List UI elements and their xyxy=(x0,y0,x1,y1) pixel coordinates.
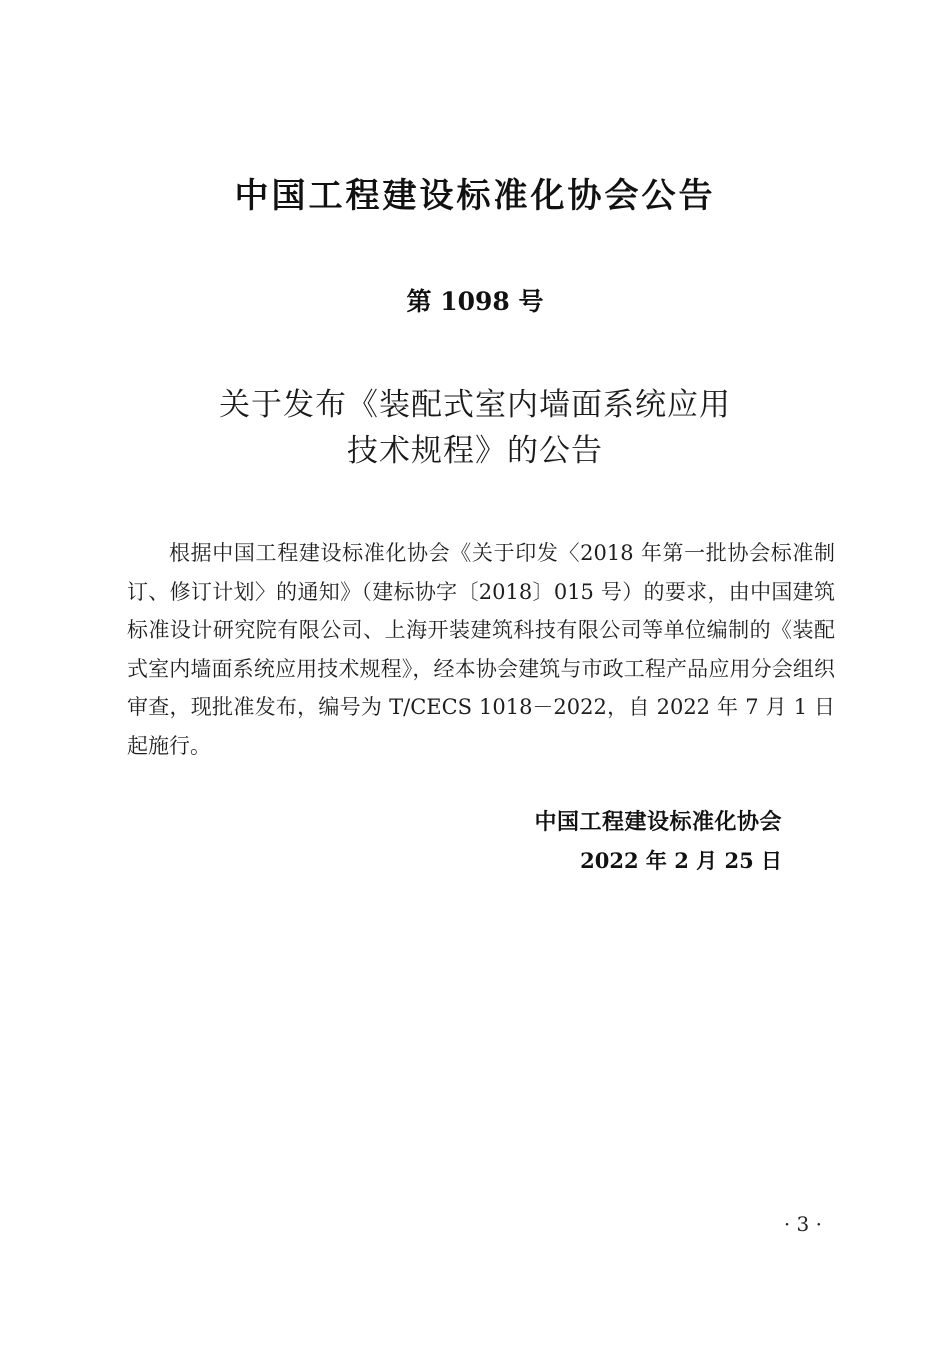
page-number: · 3 · xyxy=(783,1212,822,1236)
subtitle-line-1: 关于发布《装配式室内墙面系统应用 xyxy=(219,387,731,423)
announcement-title: 中国工程建设标准化协会公告 xyxy=(234,176,716,216)
announcement-subtitle xyxy=(0,382,950,474)
signature-date: 2022 年 2 月 25 日 xyxy=(580,848,782,873)
announcement-body: 根据中国工程建设标准化协会《关于印发〈2018 年第一批协会标准制订、修订计划〉的通知》（建标协字〔2018〕015 号）的要求，由中国建筑标准设计研究院有限公司、上海开装建筑科技有限公司等单位编制的《装配式室内墙面系统应用技术规程》，经本协会建筑与市政工程产品应用分会组织审查，现批准发布，编号为 T/CECS 1018－2022，自 2022 年 7 月 1 日起施行。 xyxy=(127,541,835,758)
subtitle-line-2: 技术规程》的公告 xyxy=(347,433,603,469)
announcement-number: 第 1098 号 xyxy=(406,287,544,316)
signature-organization: 中国工程建设标准化协会 xyxy=(534,810,782,835)
